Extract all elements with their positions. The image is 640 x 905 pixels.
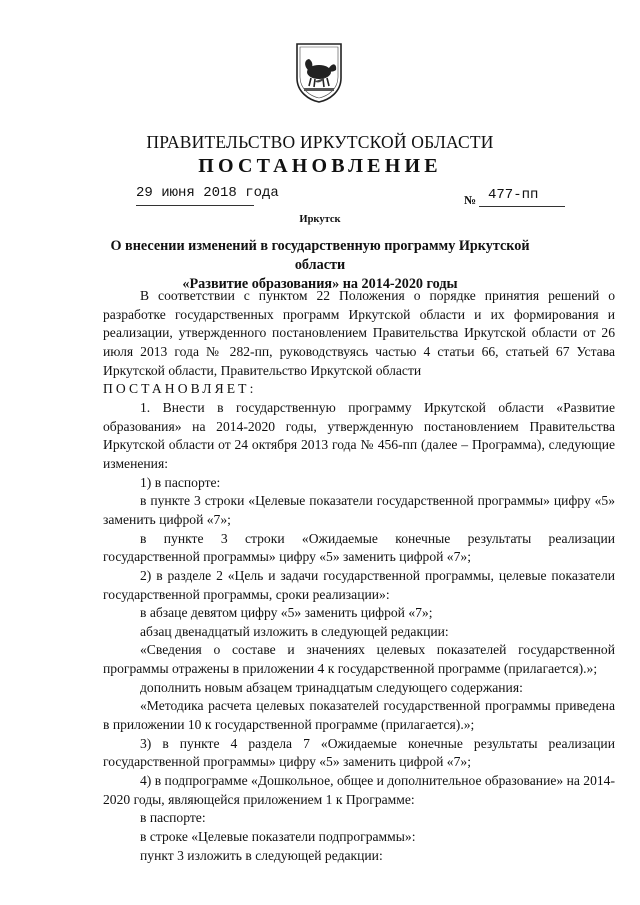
number-sign: №	[464, 193, 477, 207]
decrees-heading: ПОСТАНОВЛЯЕТ:	[103, 381, 257, 397]
paragraph-6: в абзаце девятом цифру «5» заменить цифрой «7»;	[140, 605, 433, 621]
intro-paragraph: В соответствии с пунктом 22 Положения о порядке принятия решений о разработке государственных программ Иркутской области и их формирования и реализации, утвержденного постановлением Правительства Иркутской области от 26 июля 2013 года № 282-пп, руководствуясь частью 4 статьи 66, статьей 67 Устава Иркутской области, Правительство Иркутской области	[103, 288, 615, 378]
paragraph-3: в пункте 3 строки «Целевые показатели государственной программы» цифру «5» заменить цифрой «7»;	[103, 493, 615, 527]
government-name: ПРАВИТЕЛЬСТВО ИРКУТСКОЙ ОБЛАСТИ	[146, 132, 494, 152]
paragraph-13: в паспорте:	[140, 810, 206, 826]
paragraph-12: 4) в подпрограмме «Дошкольное, общее и дополнительное образование» на 2014-2020 годы, являющейся приложением 1 к Программе:	[103, 773, 615, 807]
number-underline	[479, 206, 565, 207]
paragraph-9: дополнить новым абзацем тринадцатым следующего содержания:	[140, 679, 523, 695]
city-name: Иркутск	[299, 214, 341, 225]
coat-of-arms-icon	[295, 42, 343, 104]
document-body	[103, 287, 615, 865]
paragraph-11: 3) в пункте 4 раздела 7 «Ожидаемые конечные результаты реализации государственной программы» цифру «5» заменить цифрой «7»;	[103, 735, 615, 770]
paragraph-15: пункт 3 изложить в следующей редакции:	[140, 847, 383, 863]
document-type: ПОСТАНОВЛЕНИЕ	[198, 155, 442, 177]
paragraph-5: 2) в разделе 2 «Цель и задачи государственной программы, целевые показатели государственной программы, сроки реализации»:	[103, 567, 615, 602]
document-title	[90, 237, 550, 294]
paragraph-4: в пункте 3 строки «Ожидаемые конечные результаты реализации государственной программы» цифру «5» заменить цифрой «7»;	[103, 530, 615, 565]
date-underline	[136, 205, 254, 206]
paragraph-14: в строке «Целевые показатели подпрограммы»:	[140, 829, 416, 845]
title-line-1: О внесении изменений в государственную программу Иркутской области	[110, 238, 530, 273]
paragraph-10: «Методика расчета целевых показателей государственной программы приведена в приложении 10 к государственной программе (прилагается).»;	[103, 698, 615, 733]
decree-number: 477-пп	[488, 187, 539, 203]
paragraph-1: 1. Внести в государственную программу Иркутской области «Развитие образования» на 2014-2020 годы, утвержденную постановлением Правительства Иркутской области от 24 октября 2013 года № 456-пп (далее – Программа), следующие изменения:	[103, 399, 615, 471]
decree-date: 29 июня 2018 года	[136, 185, 279, 201]
paragraph-7: абзац двенадцатый изложить в следующей редакции:	[140, 623, 449, 639]
paragraph-2: 1) в паспорте:	[140, 474, 221, 490]
title-line-2: «Развитие образования» на 2014-2020 годы	[182, 276, 458, 292]
paragraph-8: «Сведения о составе и значениях целевых показателей государственной программы отражены в приложении 4 к государственной программе (прилагается).»;	[103, 642, 615, 677]
